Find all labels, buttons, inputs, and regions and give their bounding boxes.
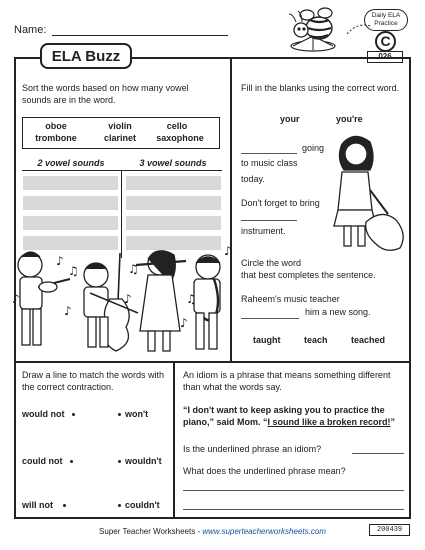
circle-word-instructions-2: that best completes the sentence. bbox=[241, 270, 376, 280]
footer bbox=[0, 527, 425, 536]
svg-text:♪: ♪ bbox=[12, 292, 20, 306]
word-oboe: oboe bbox=[45, 121, 67, 131]
girl-with-instrument-case-illustration bbox=[326, 130, 410, 254]
idiom-definition: An idiom is a phrase that means something different than what the words say. bbox=[183, 370, 391, 392]
contraction-left-3: will not bbox=[22, 500, 53, 510]
vowel-sort-instructions: Sort the words based on how many vowel sounds are in the word. bbox=[22, 83, 189, 105]
sentence-1-part-b: to music class bbox=[241, 158, 298, 168]
name-field[interactable] bbox=[52, 35, 228, 36]
word-cello: cello bbox=[166, 121, 188, 131]
contractions-instructions: Draw a line to match the words with the correct contraction. bbox=[22, 370, 165, 392]
footer-prefix: Super Teacher Worksheets - bbox=[99, 527, 203, 536]
svg-text:♪: ♪ bbox=[124, 292, 132, 306]
circle-sentence-part-b: him a new song. bbox=[305, 307, 371, 317]
svg-text:♫: ♫ bbox=[186, 292, 197, 306]
column-header-3-vowel: 3 vowel sounds bbox=[139, 158, 207, 168]
match-dot-left-2[interactable] bbox=[70, 460, 73, 463]
idiom-quote-end: ” bbox=[390, 416, 396, 427]
svg-text:♫: ♫ bbox=[68, 264, 79, 278]
choice-taught[interactable]: taught bbox=[253, 335, 281, 345]
match-dot-left-3[interactable] bbox=[63, 504, 66, 507]
sentence-2-part-b: instrument. bbox=[241, 226, 286, 236]
svg-text:♪: ♪ bbox=[56, 254, 64, 268]
sort-slot-left-1[interactable] bbox=[23, 176, 118, 190]
contraction-left-1: would not bbox=[22, 409, 65, 419]
match-dot-right-3[interactable] bbox=[118, 504, 121, 507]
sort-slot-right-3[interactable] bbox=[126, 216, 221, 230]
sort-slot-left-2[interactable] bbox=[23, 196, 118, 210]
sort-header-line bbox=[22, 170, 222, 171]
idiom-answer-1[interactable] bbox=[352, 453, 404, 454]
option-youre: you're bbox=[336, 114, 363, 124]
choice-teach[interactable]: teach bbox=[304, 335, 328, 345]
level-circle: C bbox=[375, 31, 396, 52]
idiom-quote-text: “I don't want to keep asking you to practice the piano,” said Mom. “ bbox=[183, 405, 385, 427]
badge-bottom-text: Practice bbox=[374, 20, 398, 27]
svg-text:♪: ♪ bbox=[224, 244, 232, 258]
match-dot-right-1[interactable] bbox=[118, 413, 121, 416]
vertical-divider-bottom bbox=[173, 361, 175, 519]
idiom-underlined-phrase: I sound like a broken record! bbox=[267, 416, 391, 427]
match-dot-left-1[interactable] bbox=[72, 413, 75, 416]
footer-site-link[interactable]: www.superteacherworksheets.com bbox=[202, 527, 326, 536]
sort-slot-right-1[interactable] bbox=[126, 176, 221, 190]
name-label: Name: bbox=[14, 24, 47, 36]
circle-sentence-blank[interactable] bbox=[241, 318, 299, 319]
choice-teached[interactable]: teached bbox=[351, 335, 386, 345]
contraction-right-2: wouldn't bbox=[125, 456, 162, 466]
worksheet-code: 200439 bbox=[369, 524, 410, 536]
sort-slot-left-3[interactable] bbox=[23, 216, 118, 230]
worksheet-number: 026 bbox=[367, 51, 403, 63]
musicians-illustration bbox=[8, 243, 236, 363]
svg-text:♪: ♪ bbox=[180, 316, 188, 330]
match-dot-right-2[interactable] bbox=[118, 460, 121, 463]
circle-sentence-part-a: Raheem's music teacher bbox=[241, 294, 340, 304]
contraction-right-3: couldn't bbox=[125, 500, 160, 510]
word-saxophone: saxophone bbox=[156, 133, 204, 143]
fill-blanks-instructions: Fill in the blanks using the correct word. bbox=[241, 83, 400, 93]
idiom-quote bbox=[183, 405, 408, 428]
badge-top-text: Daily ELA bbox=[371, 12, 401, 19]
blank-sentence-2[interactable] bbox=[241, 220, 297, 221]
option-your: your bbox=[280, 114, 300, 124]
contraction-right-1: won't bbox=[125, 409, 149, 419]
column-header-2-vowel: 2 vowel sounds bbox=[37, 158, 105, 168]
idiom-answer-2-line-2[interactable] bbox=[183, 509, 404, 510]
sentence-2-part-a: Don't forget to bring bbox=[241, 198, 320, 208]
word-clarinet: clarinet bbox=[103, 133, 136, 143]
svg-text:♫: ♫ bbox=[128, 262, 139, 276]
idiom-question-2: What does the underlined phrase mean? bbox=[183, 466, 346, 476]
word-trombone: trombone bbox=[35, 133, 77, 143]
blank-sentence-1[interactable] bbox=[241, 153, 297, 154]
word-violin: violin bbox=[108, 121, 132, 131]
idiom-answer-2-line-1[interactable] bbox=[183, 490, 404, 491]
sentence-1-part-a: going bbox=[302, 143, 325, 153]
idiom-question-1: Is the underlined phrase an idiom? bbox=[183, 444, 322, 454]
vertical-divider-top bbox=[230, 57, 232, 258]
contraction-left-2: could not bbox=[22, 456, 63, 466]
circle-word-instructions-1: Circle the word bbox=[241, 258, 302, 268]
daily-ela-badge bbox=[364, 9, 408, 31]
svg-text:♪: ♪ bbox=[64, 304, 72, 318]
page-title: ELA Buzz bbox=[40, 43, 132, 69]
bee-mascot-icon bbox=[283, 6, 353, 54]
sort-slot-right-2[interactable] bbox=[126, 196, 221, 210]
sentence-1-part-c: today. bbox=[241, 174, 265, 184]
